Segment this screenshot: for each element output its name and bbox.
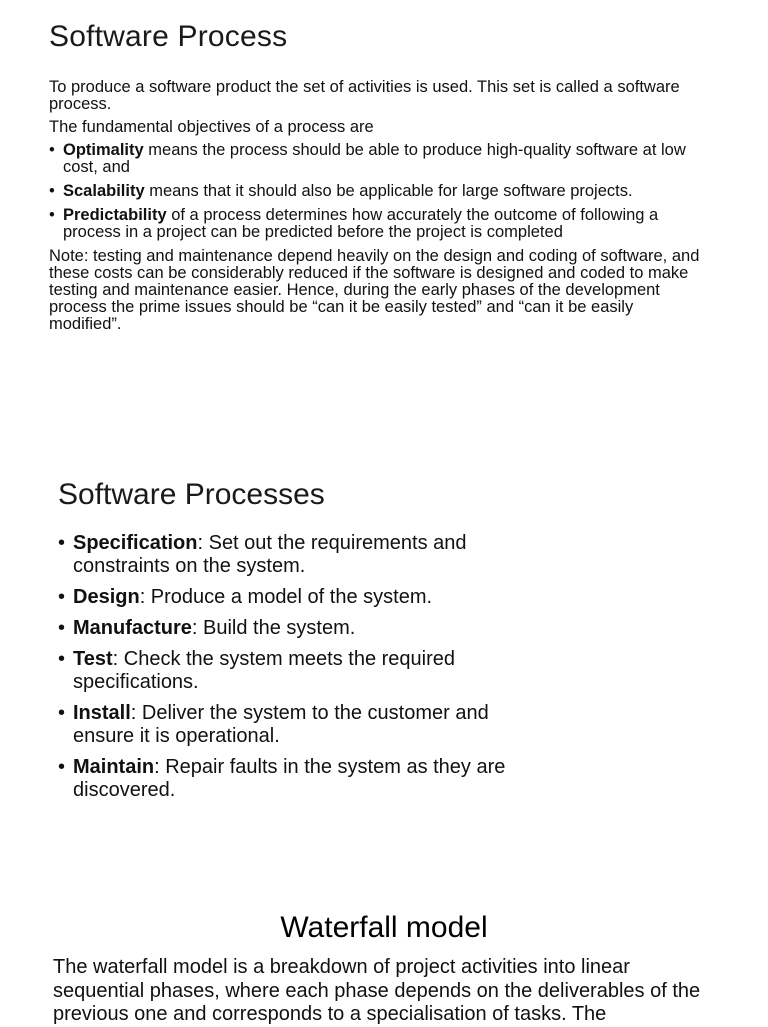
item-term: Optimality xyxy=(63,141,144,159)
item-text: : Build the system. xyxy=(191,617,356,639)
item-text: : Produce a model of the system. xyxy=(139,586,433,608)
item-text: : Deliver the system to the customer and ensure it is operational. xyxy=(73,702,489,747)
bullet-icon: • xyxy=(58,617,66,639)
list-item xyxy=(49,207,709,241)
bullet-icon: • xyxy=(58,586,66,608)
slide-title: Software Process xyxy=(49,20,288,53)
list-item xyxy=(49,142,709,176)
item-term: Install xyxy=(73,702,131,724)
list-item xyxy=(58,702,538,748)
bullet-icon: • xyxy=(58,702,66,724)
slide-body xyxy=(49,79,709,339)
bullet-icon: • xyxy=(58,756,66,778)
item-term: Design xyxy=(73,586,140,608)
process-activities-list xyxy=(58,532,538,810)
item-term: Maintain xyxy=(73,756,155,778)
bullet-icon: • xyxy=(58,648,66,670)
intro-paragraph: To produce a software product the set of activities is used. This set is called a software process. xyxy=(49,78,680,113)
bullet-icon: • xyxy=(49,206,55,224)
list-item xyxy=(58,617,538,640)
item-text: : Check the system meets the required specifications. xyxy=(73,648,456,693)
item-text: means that it should also be applicable for large software projects. xyxy=(144,182,633,200)
bullet-icon: • xyxy=(58,532,66,554)
slide-software-process xyxy=(0,0,768,410)
item-text: : Repair faults in the system as they are discovered. xyxy=(73,756,506,801)
list-item xyxy=(58,532,538,578)
bullet-icon: • xyxy=(49,141,55,159)
slide-title: Waterfall model xyxy=(280,911,488,944)
note-paragraph: Note: testing and maintenance depend heavily on the design and coding of software, and these costs can be considerably reduced if the software is designed and coded to make testing and maintenance easier. Hence, during the early phases of the development process the prime issues should be “can it be easily tested” and “can it be easily modified”. xyxy=(49,247,700,333)
item-term: Predictability xyxy=(63,206,167,224)
bullet-icon: • xyxy=(49,182,55,200)
list-item xyxy=(49,183,709,200)
item-term: Scalability xyxy=(63,182,145,200)
list-item xyxy=(58,756,538,802)
slide-title: Software Processes xyxy=(58,478,325,511)
waterfall-paragraph: The waterfall model is a breakdown of project activities into linear sequential phases, where each phase depends on the deliverables of the previous one and corresponds to a specialisation of tasks. The xyxy=(53,956,701,1025)
item-text: means the process should be able to produce high-quality software at low cost, and xyxy=(63,141,686,176)
slide-waterfall-model xyxy=(0,905,768,1024)
item-term: Test xyxy=(73,648,113,670)
objectives-lead: The fundamental objectives of a process are xyxy=(49,118,374,136)
item-term: Specification xyxy=(73,532,198,554)
slide-software-processes xyxy=(0,470,768,810)
item-text: of a process determines how accurately the outcome of following a process in a project can be predicted before the project is completed xyxy=(63,206,659,241)
list-item xyxy=(58,648,538,694)
item-text: : Set out the requirements and constraints on the system. xyxy=(73,532,467,577)
list-item xyxy=(58,586,538,609)
objectives-list xyxy=(49,142,709,241)
item-term: Manufacture xyxy=(73,617,192,639)
